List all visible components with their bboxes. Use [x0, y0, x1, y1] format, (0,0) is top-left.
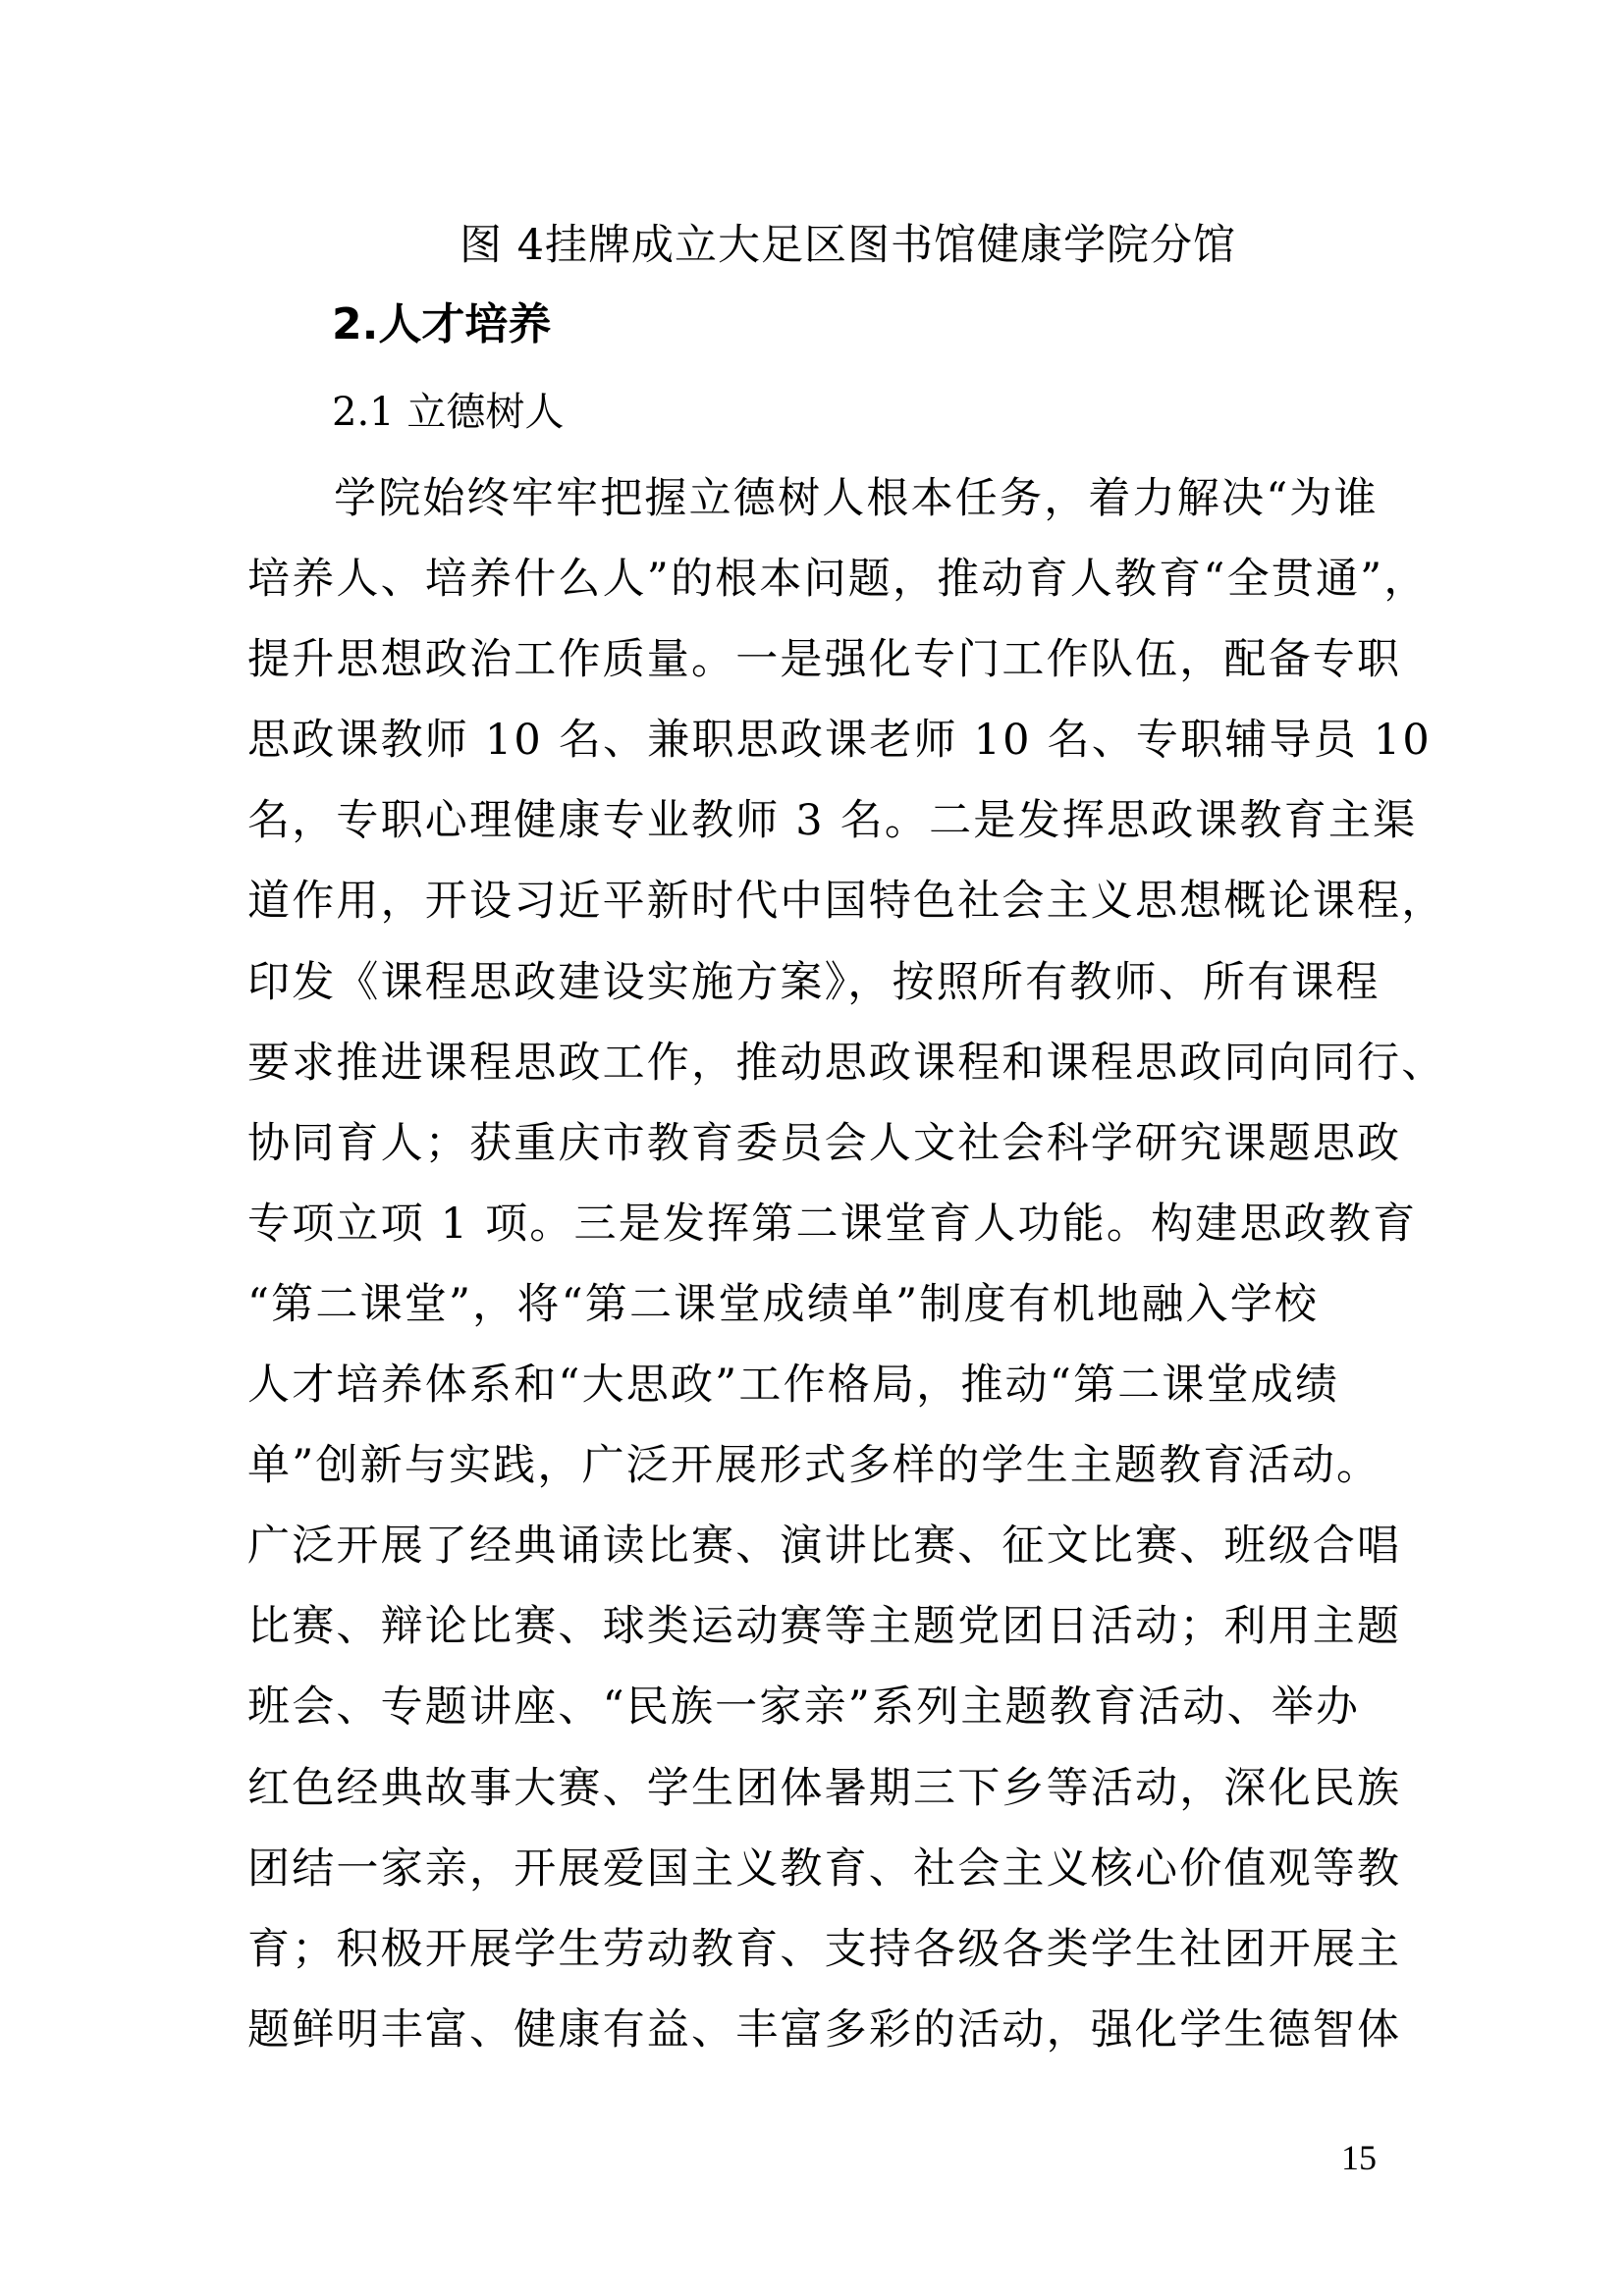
paragraph-line: 广泛开展了经典诵读比赛、演讲比赛、征文比赛、班级合唱: [247, 1522, 1402, 1572]
paragraph-line: 团结一家亲，开展爱国主义教育、社会主义核心价值观等教: [247, 1843, 1402, 1894]
paragraph-line: 培养人、培养什么人”的根本问题，推动育人教育“全贯通”，: [247, 555, 1429, 605]
paragraph-line: 单”创新与实践，广泛开展形式多样的学生主题教育活动。: [247, 1441, 1381, 1491]
subsection-heading: 2.1 立德树人: [332, 390, 565, 435]
paragraph-line: 要求推进课程思政工作，推动思政课程和课程思政同向同行、: [247, 1038, 1446, 1088]
paragraph-line: 专项立项 1 项。三是发挥第二课堂育人功能。构建思政教育: [247, 1199, 1418, 1249]
section-heading: 2.人才培养: [332, 299, 552, 349]
paragraph-line: 名，专职心理健康专业教师 3 名。二是发挥思政课教育主渠: [247, 796, 1418, 846]
paragraph-line: 育；积极开展学生劳动教育、支持各级各类学生社团开展主: [247, 1924, 1402, 1974]
paragraph-line: 学院始终牢牢把握立德树人根本任务，着力解决“为谁: [334, 474, 1379, 523]
page-number: 15: [1341, 2138, 1377, 2177]
paragraph-line: 题鲜明丰富、健康有益、丰富多彩的活动，强化学生德智体: [247, 2004, 1402, 2055]
paragraph-line: 协同育人；获重庆市教育委员会人文社会科学研究课题思政: [247, 1118, 1402, 1168]
paragraph-line: 人才培养体系和“大思政”工作格局，推动“第二课堂成绩: [247, 1361, 1340, 1411]
figure-caption: 图 4挂牌成立大足区图书馆健康学院分馆: [460, 221, 1237, 270]
paragraph-line: 思政课教师 10 名、兼职思政课老师 10 名、专职辅导员 10: [247, 716, 1432, 766]
body-paragraph: [247, 469, 1446, 2081]
paragraph-line: 印发《课程思政建设实施方案》，按照所有教师、所有课程: [247, 957, 1380, 1007]
paragraph-line: 提升思想政治工作质量。一是强化专门工作队伍，配备专职: [247, 635, 1402, 685]
paragraph-line: “第二课堂”，将“第二课堂成绩单”制度有机地融入学校: [247, 1279, 1320, 1329]
paragraph-line: 道作用，开设习近平新时代中国特色社会主义思想概论课程，: [247, 877, 1446, 927]
paragraph-line: 红色经典故事大赛、学生团体暑期三下乡等活动，深化民族: [247, 1763, 1402, 1813]
paragraph-line: 比赛、辩论比赛、球类运动赛等主题党团日活动；利用主题: [247, 1602, 1402, 1652]
paragraph-line: 班会、专题讲座、“民族一家亲”系列主题教育活动、举办: [247, 1682, 1361, 1733]
